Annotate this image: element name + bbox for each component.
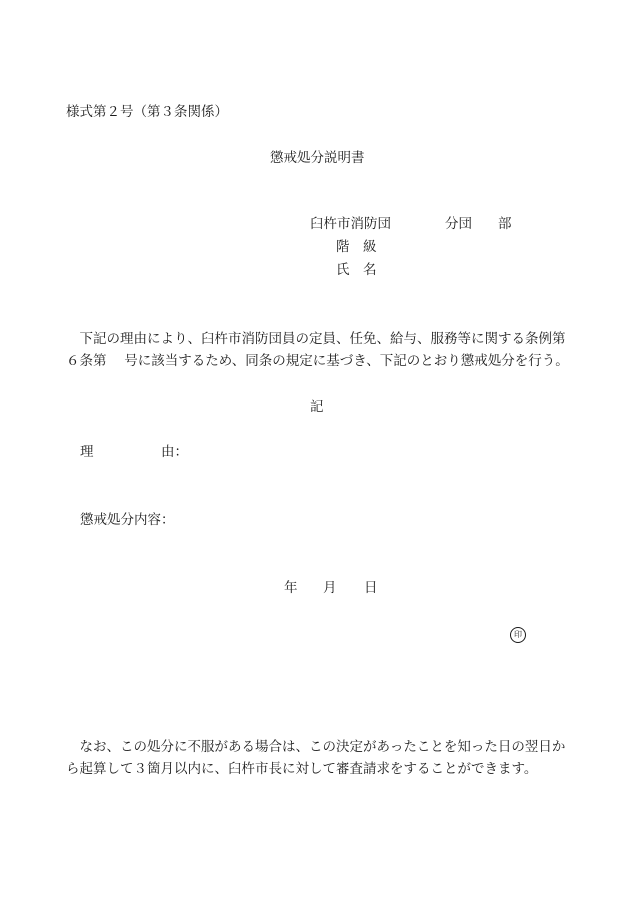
ki-heading: 記 <box>310 399 324 415</box>
body-text-line-2: ６条第 号に該当するため、同条の規定に基づき、下記のとおり懲戒処分を行う。 <box>66 353 569 369</box>
date-year: 年 <box>284 580 298 596</box>
date-month: 月 <box>323 580 337 596</box>
notice-text-line-2: ら起算して３箇月以内に、臼杵市長に対して審査請求をすることができます。 <box>66 761 538 777</box>
seal-mark: 印 <box>510 627 526 643</box>
body-text-line-1: 下記の理由により、臼杵市消防団員の定員、任免、給与、服務等に関する条例第 <box>66 331 566 347</box>
name-label: 氏 名 <box>336 262 377 278</box>
recipient-branch: 分団 <box>445 216 472 232</box>
content-label: 懲戒処分内容： <box>80 512 175 528</box>
reason-label: 理 由： <box>80 444 188 460</box>
document-title: 懲戒処分説明書 <box>270 150 365 166</box>
rank-label: 階 級 <box>336 239 377 255</box>
recipient-org: 臼杵市消防団 <box>310 216 391 232</box>
notice-text-line-1: なお、この処分に不服がある場合は、この決定があったことを知った日の翌日か <box>66 739 566 755</box>
form-number: 様式第２号（第３条関係） <box>66 104 228 120</box>
recipient-section: 部 <box>498 216 512 232</box>
date-day: 日 <box>364 580 378 596</box>
